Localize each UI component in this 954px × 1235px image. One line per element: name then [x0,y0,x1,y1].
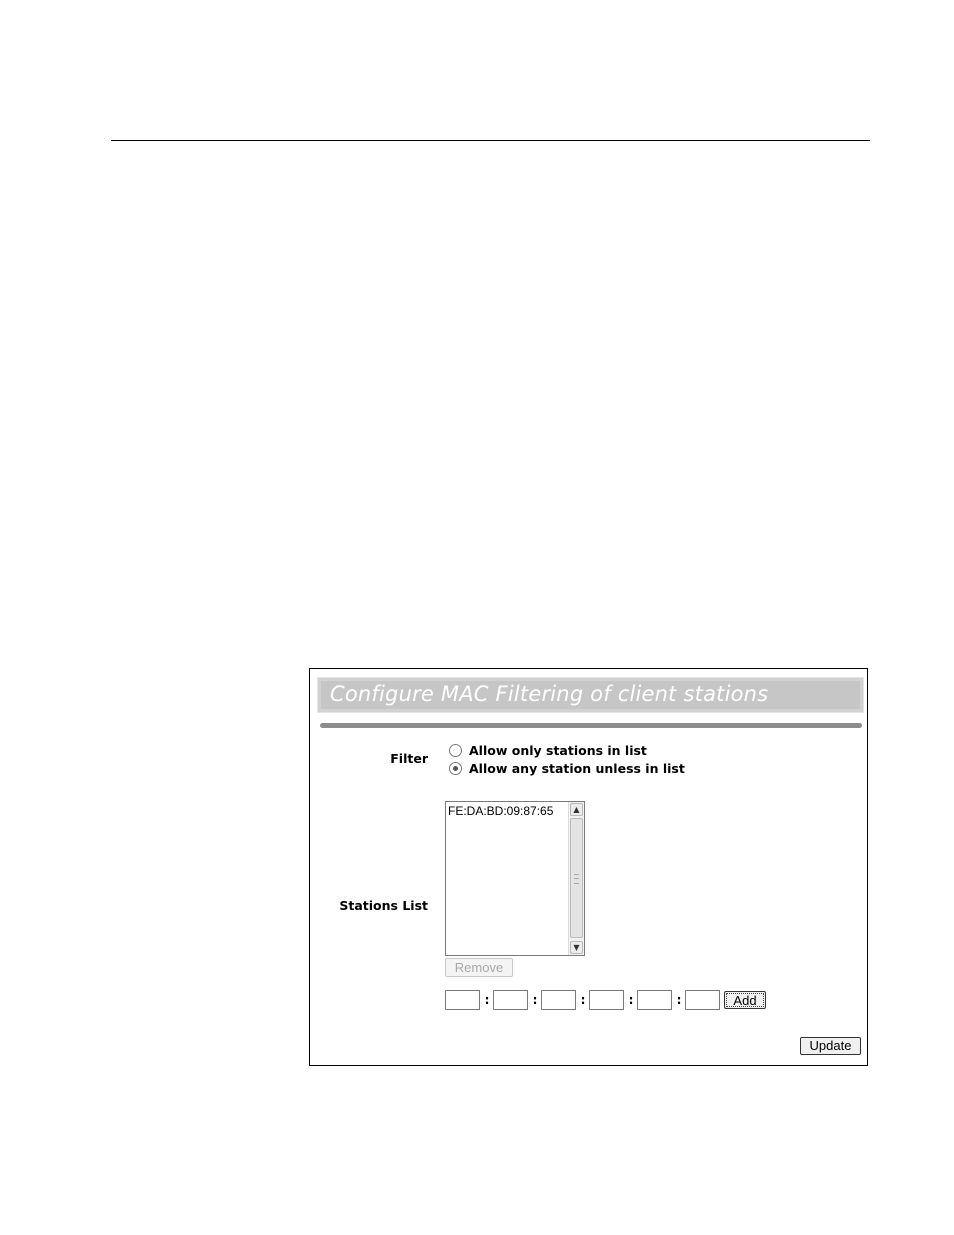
mac-separator: : [628,993,634,1007]
mac-octet-5-input[interactable] [637,990,672,1010]
mac-separator: : [484,993,490,1007]
mac-separator: : [580,993,586,1007]
chevron-down-icon[interactable]: ▼ [570,941,583,954]
title-divider [320,723,862,728]
mac-octet-1-input[interactable] [445,990,480,1010]
listbox-scrollbar[interactable] [568,802,584,955]
radio-allow-only-label: Allow only stations in list [469,742,647,758]
update-button[interactable]: Update [800,1037,861,1055]
mac-octet-6-input[interactable] [685,990,720,1010]
mac-octet-2-input[interactable] [493,990,528,1010]
scrollbar-thumb[interactable] [570,818,583,938]
radio-allow-any-label: Allow any station unless in list [469,760,685,776]
grip-icon [574,874,579,884]
filter-option-allow-any[interactable] [449,760,685,776]
stations-listbox[interactable] [445,801,585,956]
radio-allow-any[interactable] [449,762,462,775]
remove-button[interactable]: Remove [445,958,513,977]
mac-filter-panel [309,668,868,1066]
mac-separator: : [532,993,538,1007]
page-header-rule [111,140,870,141]
add-button[interactable]: Add [724,991,766,1009]
filter-option-allow-only[interactable] [449,742,647,758]
chevron-up-icon[interactable]: ▲ [570,803,583,816]
filter-label: Filter [390,751,428,766]
panel-title: Configure MAC Filtering of client stations [330,682,769,706]
mac-octet-3-input[interactable] [541,990,576,1010]
stations-list-label: Stations List [339,898,428,913]
panel-title-bar [317,677,864,713]
list-item[interactable]: FE:DA:BD:09:87:65 [448,804,554,818]
radio-allow-only[interactable] [449,744,462,757]
mac-octet-4-input[interactable] [589,990,624,1010]
mac-separator: : [676,993,682,1007]
